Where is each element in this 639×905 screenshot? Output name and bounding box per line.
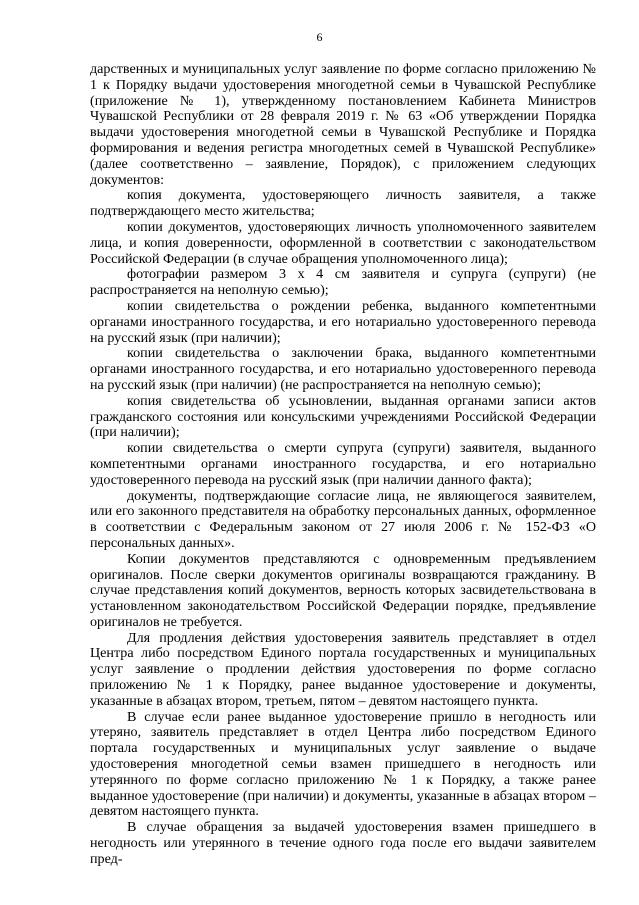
paragraph: В случае обращения за выдачей удостоверения взамен пришедшего в негодность или утерянного в течение одного года после его выдачи заявителем пред- <box>90 819 596 867</box>
paragraph: Для продления действия удостоверения заявитель представляет в отдел Центра либо посредством Единого портала государственных и муниципальных услуг заявление о продлении действия удостоверения по форме согласно приложению № 1 к Порядку, ранее выданное удостоверение и документы, указанные в абзацах втором, третьем, пятом – девятом настоящего пункта. <box>90 629 596 709</box>
paragraph-list-item: копия документа, удостоверяющего личность заявителя, а также подтверждающего место жительства; <box>90 187 596 220</box>
paragraph: Копии документов представляются с одновременным предъявлением оригиналов. После сверки документов оригиналы возвращаются гражданину. В случае представления копий документов, верность которых засвидетельствована в установленном законодательством Российской Федерации порядке, предъявление оригиналов не требуется. <box>90 550 596 630</box>
paragraph-list-item: документы, подтверждающие согласие лица, не являющегося заявителем, или его законного представителя на обработку персональных данных, оформленное в соответствии с Федеральным законом от 27 июля 2006 г. № 152-ФЗ «О персональных данных». <box>90 487 596 551</box>
paragraph-list-item: копии свидетельства о рождении ребенка, выданного компетентными органами иностранного государства, и его нотариально удостоверенного перевода на русский язык (при наличии); <box>90 297 596 346</box>
paragraph-list-item: копии свидетельства о смерти супруга (супруги) заявителя, выданного компетентными органами иностранного государства, и его нотариально удостоверенного перевода на русский язык (при наличии данного факта); <box>90 440 596 488</box>
paragraph: В случае если ранее выданное удостоверение пришло в негодность или утеряно, заявитель представляет в отдел Центра либо посредством Единого портала государственных и муниципальных услуг заявление о выдаче удостоверения многодетной семьи взамен пришедшего в негодность или утерянного по форме согласно приложению № 1 к Порядку, а также ранее выданное удостоверение (при наличии) и документы, указанные в абзацах втором – девятом настоящего пункта. <box>90 708 596 820</box>
document-body <box>90 62 596 868</box>
paragraph-list-item: копии документов, удостоверяющих личность уполномоченного заявителем лица, и копия доверенности, оформленной в соответствии с законодательством Российской Федерации (в случае обращения уполномоченного лица); <box>90 218 596 267</box>
paragraph-list-item: копии свидетельства о заключении брака, выданного компетентными органами иностранного государства, и его нотариально удостоверенного перевода на русский язык (при наличии) (не распространяется на неполную семью); <box>90 345 596 393</box>
paragraph-list-item: копия свидетельства об усыновлении, выданная органами записи актов гражданского состояния или консульскими учреждениями Российской Федерации (при наличии); <box>90 392 596 441</box>
paragraph-list-item: фотографии размером 3 х 4 см заявителя и супруга (супруги) (не распространяется на неполную семью); <box>90 266 596 299</box>
page-number: 6 <box>316 30 323 44</box>
paragraph-intro: дарственных и муниципальных услуг заявление по форме согласно приложению № 1 к Порядку выдачи удостоверения многодетной семьи в Чувашской Республике (приложение № 1), утвержденному постановлением Кабинета Министров Чувашской Республики от 28 февраля 2019 г. № 63 «Об утверждении Порядка выдачи удостоверения многодетной семьи в Чувашской Республике и Порядка формирования и ведения регистра многодетных семей в Чувашской Республике» (далее соответственно – заявление, Порядок), с приложением следующих документов: <box>90 61 596 188</box>
